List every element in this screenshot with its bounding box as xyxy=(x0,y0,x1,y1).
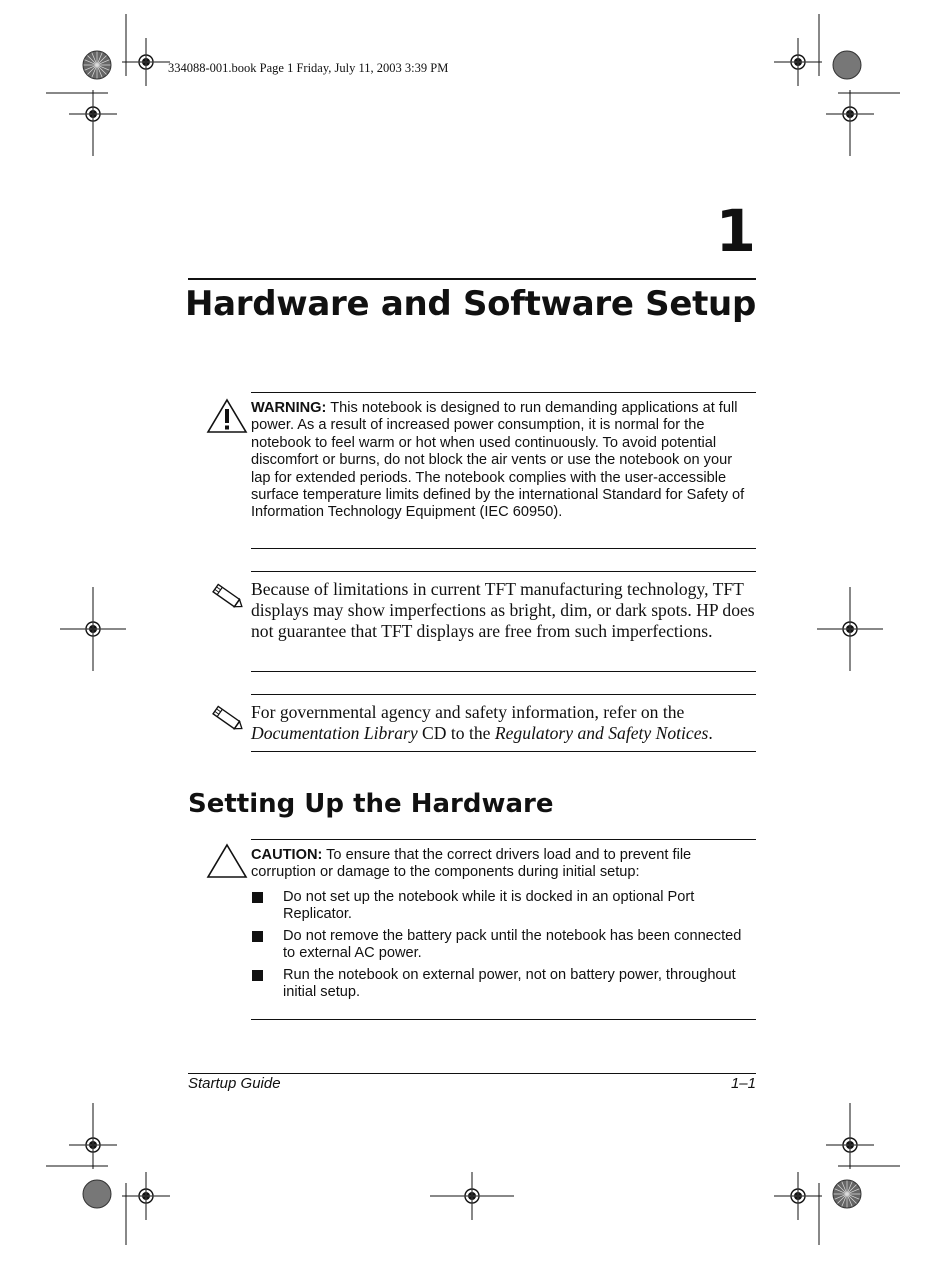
chapter-rule xyxy=(188,278,756,280)
caution-top-rule xyxy=(251,839,756,840)
caution-bottom-rule xyxy=(251,1019,756,1020)
warning-top-rule xyxy=(251,392,756,393)
bullet-square-icon xyxy=(252,970,263,981)
footer-guide-title: Startup Guide xyxy=(188,1075,281,1092)
warning-label: WARNING: xyxy=(251,400,327,416)
chapter-title: Hardware and Software Setup xyxy=(185,284,756,324)
section-title: Setting Up the Hardware xyxy=(188,789,554,819)
pencil-note-icon xyxy=(207,702,245,738)
warning-bottom-rule xyxy=(251,548,756,549)
bullet-text: Do not set up the notebook while it is docked in an optional Port Replicator. xyxy=(283,889,695,923)
pencil-note-icon xyxy=(207,580,245,616)
note2-doc-library: Documentation Library xyxy=(251,723,418,744)
caution-triangle-icon xyxy=(206,843,248,883)
note2-bottom-rule xyxy=(251,751,756,752)
caution-body: To ensure that the correct drivers load and to prevent file corruption or damage to the components during initial setup: xyxy=(251,847,692,881)
list-item xyxy=(251,928,757,963)
note2-text-b: CD to the xyxy=(417,723,495,744)
note1-bottom-rule xyxy=(251,671,756,672)
note2-text-c: . xyxy=(708,723,713,744)
caution-bullet-list xyxy=(251,889,757,1005)
chapter-number: 1 xyxy=(715,197,756,265)
caution-text xyxy=(251,847,757,882)
warning-triangle-icon xyxy=(206,398,248,438)
warning-body: This notebook is designed to run demanding applications at full power. As a result of increased power consumption, it is normal for the notebook to feel warm or hot when used continuously. To avoid potential discomfort or burns, do not block the air vents or use the notebook on your lap for extended periods. The notebook complies with the user-accessible surface temperature limits defined by the international Standard for Safety of Information Technology Equipment (IEC 60950). xyxy=(251,400,745,521)
bullet-text: Run the notebook on external power, not on battery power, throughout initial setup. xyxy=(283,966,736,1001)
note2-regulatory-notices: Regulatory and Safety Notices xyxy=(494,723,709,744)
caution-label: CAUTION: xyxy=(251,847,323,863)
note1-text: Because of limitations in current TFT manufacturing technology, TFT displays may show imperfections as bright, dim, or dark spots. HP does not guarantee that TFT displays are free from such imperfections. xyxy=(251,579,755,642)
note2-text-a: For governmental agency and safety information, refer on the xyxy=(251,702,685,722)
footer-page-number: 1–1 xyxy=(730,1075,756,1092)
warning-text xyxy=(251,400,751,522)
print-stamp: 334088-001.book Page 1 Friday, July 11, 2003 3:39 PM xyxy=(168,61,449,75)
note1-top-rule xyxy=(251,571,756,572)
bullet-text: Do not remove the battery pack until the notebook has been connected to external AC power. xyxy=(283,927,742,962)
list-item xyxy=(251,967,757,1002)
footer-rule xyxy=(188,1073,756,1074)
bullet-square-icon xyxy=(252,931,263,942)
bullet-square-icon xyxy=(252,892,263,903)
note2-text xyxy=(251,702,766,744)
note2-top-rule xyxy=(251,694,756,695)
list-item xyxy=(251,889,757,924)
